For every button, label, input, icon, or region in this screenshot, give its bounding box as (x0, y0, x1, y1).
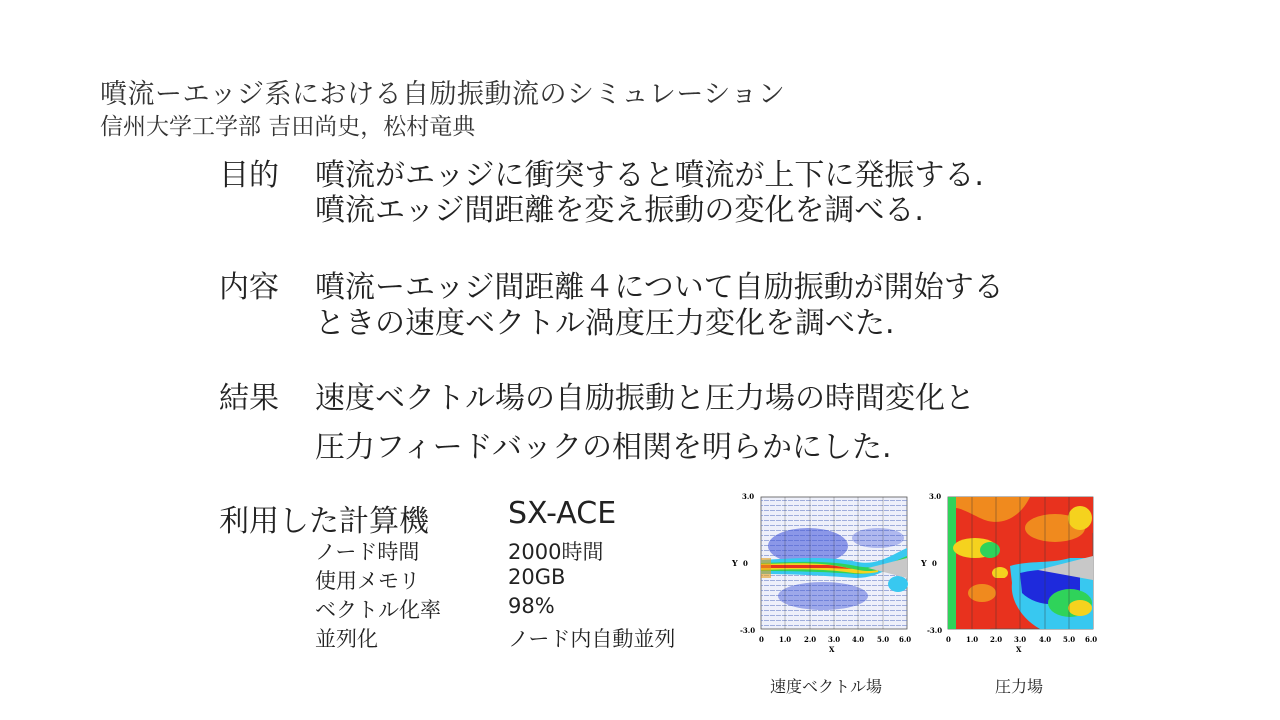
vel-ylabel: Y (732, 558, 738, 568)
purpose-line-2: 噴流エッジ間距離を変え振動の変化を調べる. (315, 193, 924, 228)
purpose-heading: 目的 (219, 158, 279, 193)
content-heading: 内容 (219, 270, 279, 305)
pre-ytick-bottom: -3.0 (927, 626, 943, 635)
pre-xtick-2: 2.0 (990, 635, 1003, 644)
vel-xtick-2: 2.0 (804, 635, 817, 644)
vel-xtick-6: 6.0 (899, 635, 912, 644)
pre-xtick-1: 1.0 (966, 635, 979, 644)
vel-xtick-1: 1.0 (779, 635, 792, 644)
result-line-2: 圧力フィードバックの相関を明らかにした. (315, 430, 892, 465)
slide-authors: 信州大学工学部 吉田尚史，松村竜典 (100, 114, 476, 140)
velocity-figure-caption: 速度ベクトル場 (770, 677, 883, 696)
pre-xtick-6: 6.0 (1085, 635, 1098, 644)
computer-name: SX-ACE (508, 496, 617, 531)
vel-ytick-bottom: -3.0 (740, 626, 756, 635)
spec-value-memory: 20GB (508, 565, 566, 589)
pre-xlabel: X (1016, 645, 1022, 654)
pre-ytick-mid: 0 (932, 559, 937, 568)
pre-xtick-4: 4.0 (1039, 635, 1052, 644)
vel-ytick-mid: 0 (743, 559, 748, 568)
pre-xtick-5: 5.0 (1063, 635, 1076, 644)
computer-label: 利用した計算機 (219, 504, 429, 539)
vel-ytick-top: 3.0 (742, 492, 755, 501)
spec-key-vectorization: ベクトル化率 (315, 598, 441, 622)
spec-value-parallel: ノード内自動並列 (508, 627, 676, 651)
content-line-1: 噴流ーエッジ間距離４について自励振動が開始する (315, 270, 1004, 305)
spec-value-vectorization: 98% (508, 594, 555, 618)
content-line-2: ときの速度ベクトル渦度圧力変化を調べた. (315, 306, 895, 341)
result-heading: 結果 (219, 381, 279, 416)
purpose-line-1: 噴流がエッジに衝突すると噴流が上下に発振する. (315, 158, 984, 193)
result-line-1: 速度ベクトル場の自励振動と圧力場の時間変化と (315, 381, 975, 416)
velocity-field-figure (728, 488, 918, 658)
pressure-field-figure (920, 488, 1110, 658)
pre-ytick-top: 3.0 (929, 492, 942, 501)
spec-key-memory: 使用メモリ (315, 569, 420, 593)
vel-xtick-5: 5.0 (877, 635, 890, 644)
vel-xtick-0: 0 (759, 635, 764, 644)
pre-xtick-3: 3.0 (1014, 635, 1027, 644)
pre-ylabel: Y (921, 558, 927, 568)
pre-xtick-0: 0 (946, 635, 951, 644)
spec-value-node-hours: 2000時間 (508, 540, 604, 564)
pressure-figure-caption: 圧力場 (995, 677, 1044, 696)
spec-key-parallel: 並列化 (315, 627, 378, 651)
spec-key-node-hours: ノード時間 (315, 540, 420, 564)
slide-title: 噴流ーエッジ系における自励振動流のシミュレーション (100, 79, 786, 110)
vel-xlabel: X (829, 645, 835, 654)
vel-xtick-4: 4.0 (852, 635, 865, 644)
vel-xtick-3: 3.0 (828, 635, 841, 644)
